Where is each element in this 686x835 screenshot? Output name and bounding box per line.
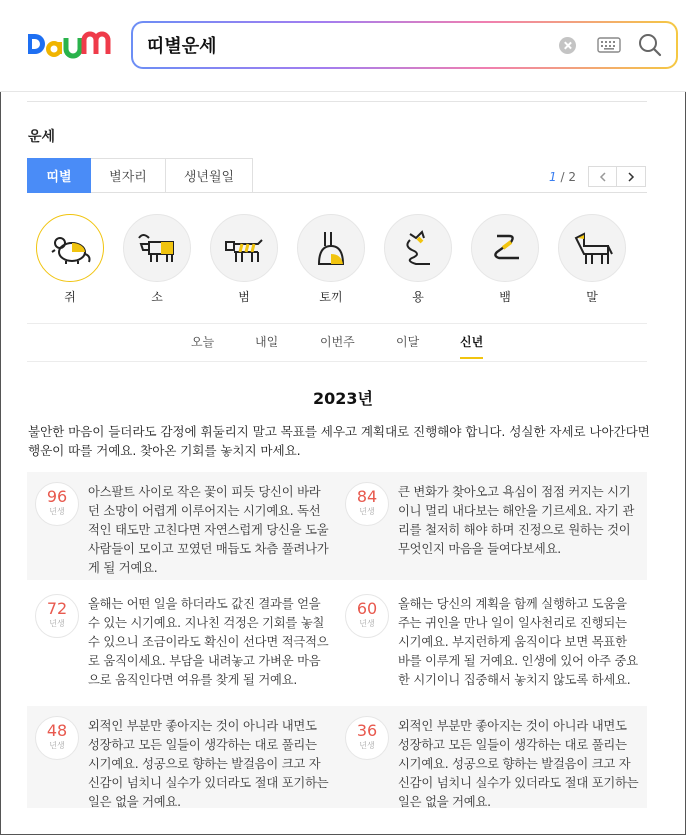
period-tab-tomorrow[interactable]: 내일 <box>255 335 279 349</box>
period-tabs <box>0 333 686 359</box>
daum-logo[interactable] <box>26 28 112 62</box>
fortune-text: 외적인 부분만 좋아지는 것이 아니라 내면도 성장하고 모든 일들이 생각하는 대로 풀리는 시기예요. 성공으로 향하는 발걸음이 크고 자신감이 넘치니 실수가 있더라도 절대 포기하는 일은 없을 거예요. <box>398 719 639 809</box>
zodiac-rabbit[interactable] <box>296 214 366 305</box>
zodiac-tiger[interactable] <box>209 214 279 305</box>
period-tab-month[interactable]: 이달 <box>396 335 420 349</box>
fortune-text: 외적인 부분만 좋아지는 것이 아니라 내면도 성장하고 모든 일들이 생각하는 대로 풀리는 시기예요. 성공으로 향하는 발걸음이 크고 자신감이 넘치니 실수가 있더라도 절대 포기하는 일은 없을 거예요. <box>88 719 329 809</box>
year-badge: 84 년생 <box>345 482 389 526</box>
divider <box>27 361 647 362</box>
header <box>0 0 686 92</box>
year-title: 2023년 <box>313 389 373 408</box>
snake-icon <box>483 228 527 268</box>
period-tab-week[interactable]: 이번주 <box>320 335 355 349</box>
zodiac-rat[interactable] <box>35 214 105 305</box>
rat-icon <box>48 228 92 268</box>
year-badge: 48 년생 <box>35 716 79 760</box>
zodiac-ox[interactable] <box>122 214 192 305</box>
fortune-card <box>27 706 337 808</box>
tiger-icon <box>222 228 266 268</box>
fortune-tabs <box>27 158 253 193</box>
year-badge: 96 년생 <box>35 482 79 526</box>
zodiac-label: 용 <box>412 290 424 304</box>
page-indicator: 1 / 2 <box>549 169 576 184</box>
zodiac-horse[interactable] <box>557 214 627 305</box>
zodiac-label: 뱀 <box>499 290 511 304</box>
pager <box>549 166 646 187</box>
fortune-card <box>27 584 337 706</box>
next-page-button[interactable] <box>617 166 646 187</box>
search-icon[interactable] <box>637 32 663 58</box>
tabs-underline <box>253 192 647 193</box>
prev-page-button[interactable] <box>588 166 617 187</box>
clear-icon[interactable] <box>559 37 576 54</box>
section-title: 운세 <box>28 129 56 145</box>
zodiac-label: 범 <box>238 290 250 304</box>
zodiac-label: 토끼 <box>319 290 343 304</box>
search-input[interactable] <box>147 32 527 58</box>
chevron-right-icon <box>627 172 635 182</box>
fortune-text: 올해는 어떤 일을 하더라도 값진 결과를 얻을 수 있는 시기예요. 지나친 걱정은 기회를 놓칠 수 있으니 조금이라도 확신이 선다면 적극적으로 움직이세요. 부담을 내려놓고 가벼운 마음으로 움직인다면 여유를 찾게 될 거예요. <box>88 597 329 687</box>
keyboard-icon[interactable] <box>597 35 621 55</box>
fortune-card <box>337 472 647 580</box>
horse-icon <box>570 228 614 268</box>
fortune-text: 올해는 당신의 계획을 함께 실행하고 도움을 주는 귀인을 만나 일이 일사천리로 진행되는 시기예요. 부지런하게 움직이다 보면 목표한 바를 이루게 될 거예요. 인생에 있어 아주 중요한 시기이니 집중해서 놓치지 않도록 하세요. <box>398 597 638 687</box>
zodiac-list <box>35 214 635 309</box>
chevron-left-icon <box>599 172 607 182</box>
fortune-card <box>337 584 647 706</box>
zodiac-label: 소 <box>151 290 163 304</box>
divider <box>27 323 647 324</box>
tab-constellation[interactable]: 별자리 <box>91 158 166 193</box>
zodiac-snake[interactable] <box>470 214 540 305</box>
fortune-card <box>27 472 337 580</box>
search-box <box>131 21 678 69</box>
rabbit-icon <box>309 228 353 268</box>
divider <box>27 101 647 102</box>
fortune-card <box>337 706 647 808</box>
zodiac-label: 말 <box>586 290 598 304</box>
zodiac-label: 쥐 <box>64 290 76 304</box>
period-tab-today[interactable]: 오늘 <box>191 335 215 349</box>
year-badge: 36 년생 <box>345 716 389 760</box>
tab-birthday[interactable]: 생년월일 <box>166 158 253 193</box>
fortune-text: 큰 변화가 찾아오고 욕심이 점점 커지는 시기이니 멀리 내다보는 해안을 기르세요. 자기 관리를 철저히 해야 하며 진정으로 원하는 것이 무엇인지 마음을 들여다보세요. <box>398 485 635 556</box>
fortune-text: 아스팔트 사이로 작은 꽃이 피듯 당신이 바라던 소망이 어렵게 이루어지는 시기예요. 독선적인 태도만 고친다면 자연스럽게 당신을 도울 사람들이 모이고 꼬였던 매듭도 차츰 풀려나가게 될 거예요. <box>88 485 329 575</box>
fortune-summary: 불안한 마음이 들더라도 감정에 휘둘리지 말고 목표를 세우고 계획대로 진행해야 합니다. 성실한 자세로 나아간다면 행운이 따를 거예요. 찾아온 기회를 놓치지 마세요. <box>28 424 650 458</box>
zodiac-dragon[interactable] <box>383 214 453 305</box>
ox-icon <box>135 228 179 268</box>
year-badge: 72 년생 <box>35 594 79 638</box>
year-badge: 60 년생 <box>345 594 389 638</box>
period-tab-newyear[interactable]: 신년 <box>460 333 483 359</box>
tab-zodiac[interactable]: 띠별 <box>27 158 91 193</box>
dragon-icon <box>396 228 440 268</box>
